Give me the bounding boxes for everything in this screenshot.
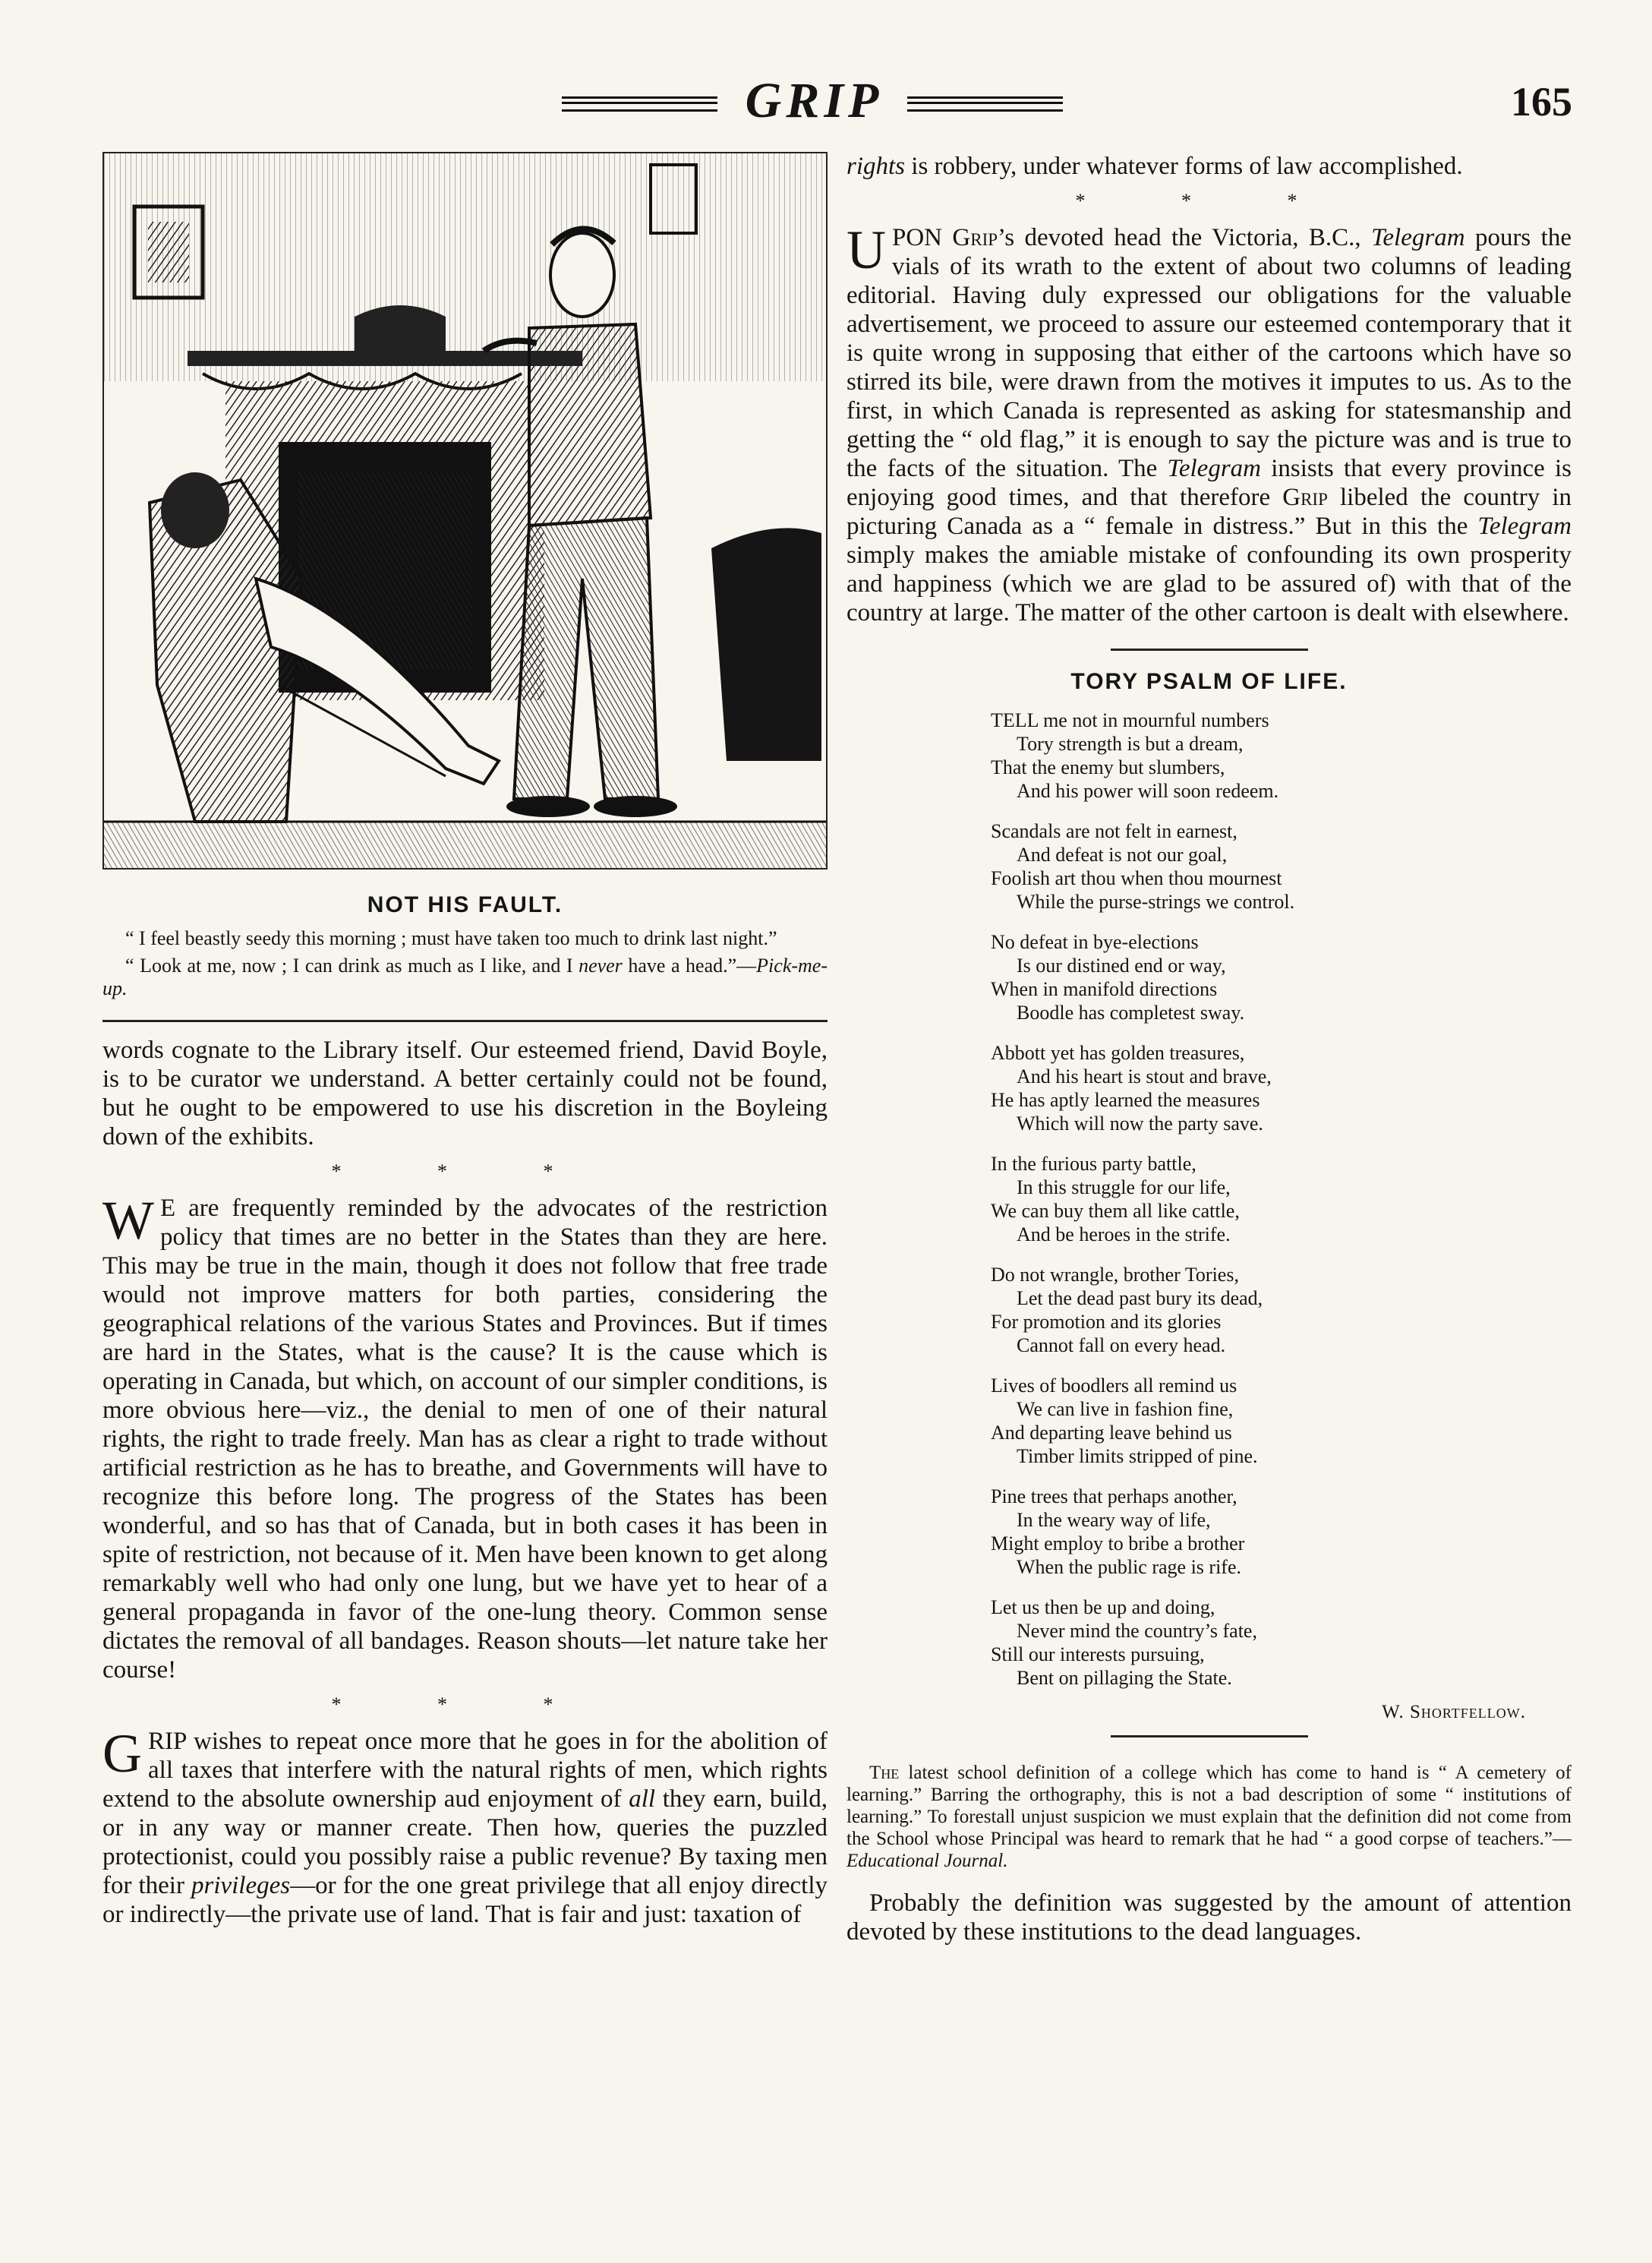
drop-cap: W bbox=[102, 1190, 154, 1251]
poem-stanza bbox=[991, 1595, 1386, 1690]
poem-line: Scandals are not felt in earnest, bbox=[991, 820, 1237, 842]
cartoon-title: NOT HIS FAULT. bbox=[367, 892, 563, 917]
poem-line: When in manifold directions bbox=[991, 978, 1218, 1000]
article-paragraph bbox=[846, 152, 1572, 181]
poem-line: While the purse-strings we control. bbox=[1017, 891, 1295, 913]
divider bbox=[1111, 1735, 1308, 1737]
right-column bbox=[846, 152, 1572, 1946]
paragraph-text: RIP wishes to repeat once more that he goes in for the abolition of all taxes that interfere with the natural rights of men, which rights extend to the absolute ownership aud enjoyment of bbox=[102, 1728, 828, 1813]
caption-text: “ Look at me, now ; I can drink as much as I like, and I bbox=[125, 955, 579, 977]
article-paragraph bbox=[846, 219, 1572, 627]
poem-line: Boodle has completest sway. bbox=[1017, 1002, 1245, 1024]
poem-line: He has aptly learned the measures bbox=[991, 1089, 1260, 1111]
paragraph-text: latest school definition of a college which has come to hand is “ A cemetery of learning.” Barring the orthography, this is not a bad description of some “ institutions of learning.” To forestall unjust suspicion we must explain that the definition did not come from the School whose Principal was heard to remark that he had “ a good corpse of teachers.”— bbox=[846, 1763, 1572, 1849]
paragraph-text: E are frequently reminded by the advocates of the restriction policy that times are no better in the States than they are here. This may be true in the main, though it does not follow that free trade would not improve matters for both parties, considering the geographical relations of the various States and Provinces. But if times are hard in the States, what is the cause? It is the cause which is operating in Canada, but which, on account of our simpler conditions, is more obvious here—viz., the denial to men of one of their natural rights, the right to trade freely. Man has as clear a right to trade without artificial restriction as he has to breathe, and Governments will have to recognize this before long. The progress of the States has been wonderful, and so has that of Canada, but in both cases it has been in spite of restriction, not because of it. Men have been known to get along remarkably well who had only one lung, but we have yet to hear of a general propaganda in favor of the one-lung theory. Common sense dictates the removal of all bandages. Reason shouts—let nature take her course! bbox=[102, 1195, 828, 1684]
poem-line: And departing leave behind us bbox=[991, 1422, 1232, 1444]
poem-line: Which will now the party save. bbox=[1017, 1113, 1263, 1135]
poem-author: W. Shortfellow. bbox=[1382, 1702, 1526, 1722]
poem-line: We can live in fashion fine, bbox=[1017, 1398, 1234, 1420]
poem bbox=[991, 709, 1386, 1690]
paragraph-text: they earn, build, or in any way or manner create. Then how, queries the puzzled protectionist, could you possibly raise a public revenue? By taxing men for their bbox=[102, 1785, 828, 1899]
poem-line: And be heroes in the strife. bbox=[1017, 1223, 1231, 1245]
article-paragraph bbox=[102, 1723, 828, 1929]
paragraph-text: pours the vials of its wrath to the extent of about two columns of leading editorial. Having duly expressed our obligations for the valuable advertisement, we proceed to assure our esteemed contemporary that it is quite wrong in supposing that either of the cartoons which have so stirred its bile, were drawn from the motives it imputes to us. As to the first, in which Canada is represented as asking for statesmanship and getting the “ old flag,” it is enough to say the picture was and is true to the facts of the situation. The bbox=[846, 224, 1572, 482]
poem-line: And his heart is stout and brave, bbox=[1017, 1065, 1272, 1087]
article-paragraph: words cognate to the Library itself. Our esteemed friend, David Boyle, is to be curator we understand. A better certainly could not be found, but he ought to be empowered to use his discretion in the Boyleing down of the exhibits. bbox=[102, 1037, 828, 1150]
paragraph-text: libeled the country in picturing Canada as a “ female in distress.” But in this the bbox=[846, 484, 1572, 540]
section-separator: * * * bbox=[331, 1693, 599, 1715]
cartoon-drawing bbox=[104, 153, 826, 868]
caption-text: have a head.”— bbox=[622, 955, 757, 977]
poem-line: We can buy them all like cattle, bbox=[991, 1200, 1240, 1222]
paragraph-text: simply makes the amiable mistake of confounding its own prosperity and happiness (which we are glad to be assured of) with that of the country at large. The matter of the other cartoon is dealt with elsewhere. bbox=[846, 541, 1572, 627]
divider bbox=[1111, 649, 1308, 651]
poem-title: TORY PSALM OF LIFE. bbox=[1070, 669, 1348, 694]
poem-line: Never mind the country’s fate, bbox=[1017, 1620, 1257, 1642]
poem-line: In this struggle for our life, bbox=[1017, 1176, 1231, 1198]
poem-line: And defeat is not our goal, bbox=[1017, 844, 1228, 866]
poem-stanza bbox=[991, 930, 1386, 1024]
poem-line: Still our interests pursuing, bbox=[991, 1643, 1205, 1665]
paragraph-emphasis: privileges bbox=[191, 1872, 291, 1899]
poem-stanza bbox=[991, 709, 1386, 803]
caption-emphasis: never bbox=[579, 955, 623, 977]
poem-line: Lives of boodlers all remind us bbox=[991, 1375, 1237, 1397]
masthead bbox=[0, 65, 1652, 133]
cartoon-illustration bbox=[102, 152, 828, 870]
poem-line: Tory strength is but a dream, bbox=[1017, 733, 1244, 755]
poem-line: Might employ to bribe a brother bbox=[991, 1532, 1245, 1554]
poem-line: Pine trees that perhaps another, bbox=[991, 1485, 1237, 1507]
paragraph-emphasis: Telegram bbox=[1477, 513, 1572, 540]
paragraph-emphasis: Telegram bbox=[1371, 224, 1465, 251]
paragraph-emphasis: all bbox=[629, 1785, 656, 1813]
paragraph-source: Educational Journal. bbox=[846, 1851, 1008, 1871]
drop-cap: U bbox=[846, 219, 886, 280]
poem-line: Abbott yet has golden treasures, bbox=[991, 1042, 1245, 1064]
paragraph-text: ’s devoted head the Victoria, B.C., bbox=[998, 224, 1372, 251]
poem-line: Cannot fall on every head. bbox=[1017, 1334, 1226, 1356]
paragraph-text: PON bbox=[892, 224, 953, 251]
poem-line: For promotion and its glories bbox=[991, 1311, 1222, 1333]
paragraph-emphasis: rights bbox=[846, 153, 906, 180]
cartoon-caption-line-2 bbox=[102, 955, 828, 1000]
magazine-title: GRIP bbox=[745, 73, 884, 128]
paragraph-smallcaps: Grip bbox=[1282, 484, 1328, 511]
masthead-rule-right bbox=[907, 96, 1063, 112]
poem-stanza bbox=[991, 1485, 1386, 1579]
masthead-rule-left bbox=[562, 96, 717, 112]
poem-line: Bent on pillaging the State. bbox=[1017, 1667, 1232, 1689]
poem-line: And his power will soon redeem. bbox=[1017, 780, 1279, 802]
poem-stanza bbox=[991, 1041, 1386, 1135]
poem-stanza bbox=[991, 1152, 1386, 1246]
poem-line: Timber limits stripped of pine. bbox=[1017, 1445, 1258, 1467]
poem-line: That the enemy but slumbers, bbox=[991, 756, 1225, 778]
poem-line: When the public rage is rife. bbox=[1017, 1556, 1241, 1578]
cartoon-caption-line-1: “ I feel beastly seedy this morning ; must have taken too much to drink last night.” bbox=[125, 927, 777, 949]
paragraph-smallcaps: Grip bbox=[952, 224, 998, 251]
poem-line: No defeat in bye-elections bbox=[991, 931, 1199, 953]
paragraph-smallcaps: The bbox=[869, 1763, 900, 1783]
left-column bbox=[102, 152, 828, 1929]
poem-line: Is our distined end or way, bbox=[1017, 955, 1226, 977]
page-number: 165 bbox=[1511, 79, 1572, 125]
paragraph-text: is robbery, under whatever forms of law accomplished. bbox=[905, 153, 1463, 180]
paragraph-emphasis: Telegram bbox=[1167, 455, 1261, 482]
drop-cap: G bbox=[102, 1723, 142, 1784]
poem-stanza bbox=[991, 819, 1386, 914]
divider bbox=[102, 1020, 828, 1022]
poem-stanza bbox=[991, 1374, 1386, 1468]
section-separator: * * * bbox=[1075, 190, 1343, 212]
article-paragraph: Probably the definition was suggested by the amount of attention devoted by these institutions to the dead languages. bbox=[846, 1889, 1572, 1946]
poem-line: In the weary way of life, bbox=[1017, 1509, 1211, 1531]
poem-line: Do not wrangle, brother Tories, bbox=[991, 1264, 1239, 1286]
poem-line: Foolish art thou when thou mournest bbox=[991, 867, 1282, 889]
paragraph-text: —or for the one great privilege that all enjoy directly or indirectly—the private use of land. That is fair and just: taxation of bbox=[102, 1872, 828, 1928]
article-paragraph bbox=[102, 1190, 828, 1684]
caption-source: Pick-me-up. bbox=[102, 955, 828, 999]
poem-line: Let us then be up and doing, bbox=[991, 1596, 1215, 1618]
section-separator: * * * bbox=[331, 1160, 599, 1182]
poem-stanza bbox=[991, 1263, 1386, 1357]
paragraph-text: insists that every province is enjoying good times, and that therefore bbox=[846, 455, 1572, 511]
article-paragraph bbox=[846, 1762, 1572, 1872]
poem-line: TELL me not in mournful numbers bbox=[991, 709, 1269, 731]
poem-line: Let the dead past bury its dead, bbox=[1017, 1287, 1263, 1309]
poem-line: In the furious party battle, bbox=[991, 1153, 1196, 1175]
